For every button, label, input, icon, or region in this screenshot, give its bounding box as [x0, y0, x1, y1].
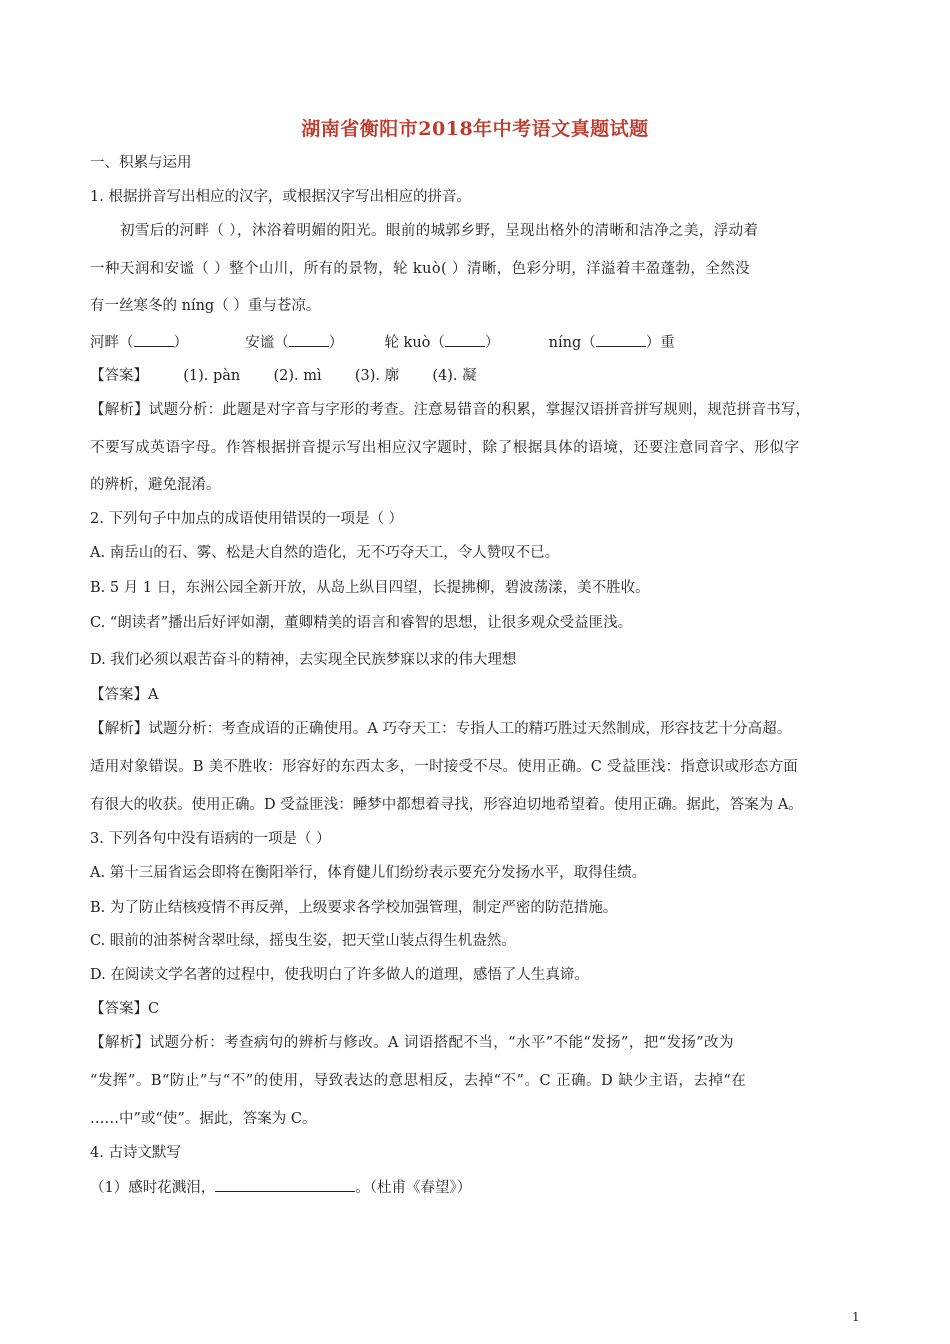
section-heading: 一、积累与运用	[90, 155, 192, 171]
q1-answer-2: (2). mì	[273, 368, 322, 384]
q3-analysis-line1: 【解析】试题分析：考查病句的辨析与修改。A 词语搭配不当，“水平”不能“发扬”，把“发扬”改为	[90, 1035, 734, 1051]
q3-option-c: C. 眼前的油茶树含翠吐绿，摇曳生姿，把天堂山装点得生机盎然。	[90, 933, 516, 949]
q1-answer-3: (3). 廓	[354, 368, 400, 384]
q1-passage-line1: 初雪后的河畔（ ），沐浴着明媚的阳光。眼前的城郭乡野，呈现出格外的清晰和洁净之美，浮动着	[120, 223, 759, 239]
q1-answer-1: (1). pàn	[183, 368, 241, 384]
q1-analysis-line1: 【解析】试题分析：此题是对字音与字形的考查。注意易错音的积累，掌握汉语拼音拼写规则，规范拼音书写，	[90, 402, 811, 418]
q1-blank3-close: ）	[484, 335, 500, 351]
q2-answer: 【答案】A	[90, 687, 159, 703]
q1-blank1-close: ）	[173, 335, 188, 351]
q4-item1-prompt: （1）感时花溅泪，	[90, 1180, 216, 1196]
q1-passage-line2: 一种天润和安谧（ ）整个山川，所有的景物，轮 kuò( ）清晰，色彩分明，洋溢着丰盈蓬勃，全然没	[90, 261, 751, 277]
q2-stem: 2. 下列句子中加点的成语使用错误的一项是（ ）	[90, 511, 404, 527]
q1-blank4-close: ）重	[645, 335, 675, 351]
q3-analysis-line3: ……中”或“使”。据此，答案为 C。	[90, 1111, 317, 1127]
q3-option-d: D. 在阅读文学名著的过程中，使我明白了许多做人的道理，感悟了人生真谛。	[90, 967, 589, 983]
q2-option-c: C. “朗读者”播出后好评如潮，董卿精美的语言和睿智的思想，让很多观众受益匪浅。	[90, 615, 633, 631]
q1-answer-tag: 【答案】	[90, 368, 148, 384]
q3-option-a: A. 第十三届省运会即将在衡阳举行，体育健儿们纷纷表示要充分发扬水平，取得佳绩。	[90, 865, 647, 881]
q1-blank2-label: 安谧（	[245, 335, 289, 351]
q4-stem: 4. 古诗文默写	[90, 1145, 181, 1161]
q1-answer	[90, 366, 477, 386]
q3-stem: 3. 下列各句中没有语病的一项是（ ）	[90, 831, 331, 847]
page-title: 湖南省衡阳市2018年中考语文真题试题	[301, 118, 649, 140]
q1-blank-row	[90, 332, 675, 353]
q1-blank4-label: níng（	[548, 335, 596, 351]
q4-item1-source: 。（杜甫《春望》）	[355, 1180, 472, 1196]
q1-blank2-close: ）	[328, 335, 344, 351]
q1-blank4[interactable]	[596, 332, 646, 347]
q2-analysis-line3: 有很大的收获。使用正确。D 受益匪浅：睡梦中都想着寻找，形容迫切地希望着。使用正确。据此，答案为 A。	[90, 797, 803, 813]
q3-answer: 【答案】C	[90, 1001, 160, 1017]
q2-option-b: B. 5 月 1 日，东洲公园全新开放，从岛上纵目四望，长提拂柳，碧波荡漾，美不胜收。	[90, 580, 650, 596]
q1-analysis-line3: 的辨析，避免混淆。	[90, 477, 221, 493]
q4-item1	[90, 1177, 471, 1198]
q2-option-a: A. 南岳山的石、雾、松是大自然的造化，无不巧夺天工，令人赞叹不已。	[90, 545, 560, 561]
q1-blank1-label: 河畔（	[90, 335, 134, 351]
q1-blank3-label: 轮 kuò（	[384, 335, 445, 351]
q2-option-d: D. 我们必须以艰苦奋斗的精神，去实现全民族梦寐以求的伟大理想	[90, 652, 517, 668]
q3-option-b: B. 为了防止结核疫情不再反弹，上级要求各学校加强管理，制定严密的防范措施。	[90, 900, 618, 916]
q3-analysis-line2: “发挥”。B“防止”与“不”的使用，导致表达的意思相反，去掉“不”。C 正确。D 缺少主语，去掉“在	[90, 1073, 747, 1089]
q1-blank1[interactable]	[134, 332, 174, 347]
q1-blank2[interactable]	[289, 332, 329, 347]
q1-analysis-line2: 不要写成英语字母。作答根据拼音提示写出相应汉字题时，除了根据具体的语境，还要注意同音字、形似字	[90, 440, 800, 456]
q1-blank3[interactable]	[445, 332, 485, 347]
q1-stem: 1. 根据拼音写出相应的汉字，或根据汉字写出相应的拼音。	[90, 189, 471, 205]
q1-answer-4: (4). 凝	[432, 368, 477, 384]
q1-passage-line3: 有一丝寒冬的 níng（ ）重与苍凉。	[90, 298, 321, 314]
page-number: 1	[852, 1310, 860, 1324]
q4-item1-blank[interactable]	[215, 1177, 355, 1192]
q2-analysis-line1: 【解析】试题分析：考查成语的正确使用。A 巧夺天工：专指人工的精巧胜过天然制成，形容技艺十分高超。	[90, 721, 792, 737]
q2-analysis-line2: 适用对象错误。B 美不胜收：形容好的东西太多，一时接受不尽。使用正确。C 受益匪浅：指意识或形态方面	[90, 759, 798, 775]
